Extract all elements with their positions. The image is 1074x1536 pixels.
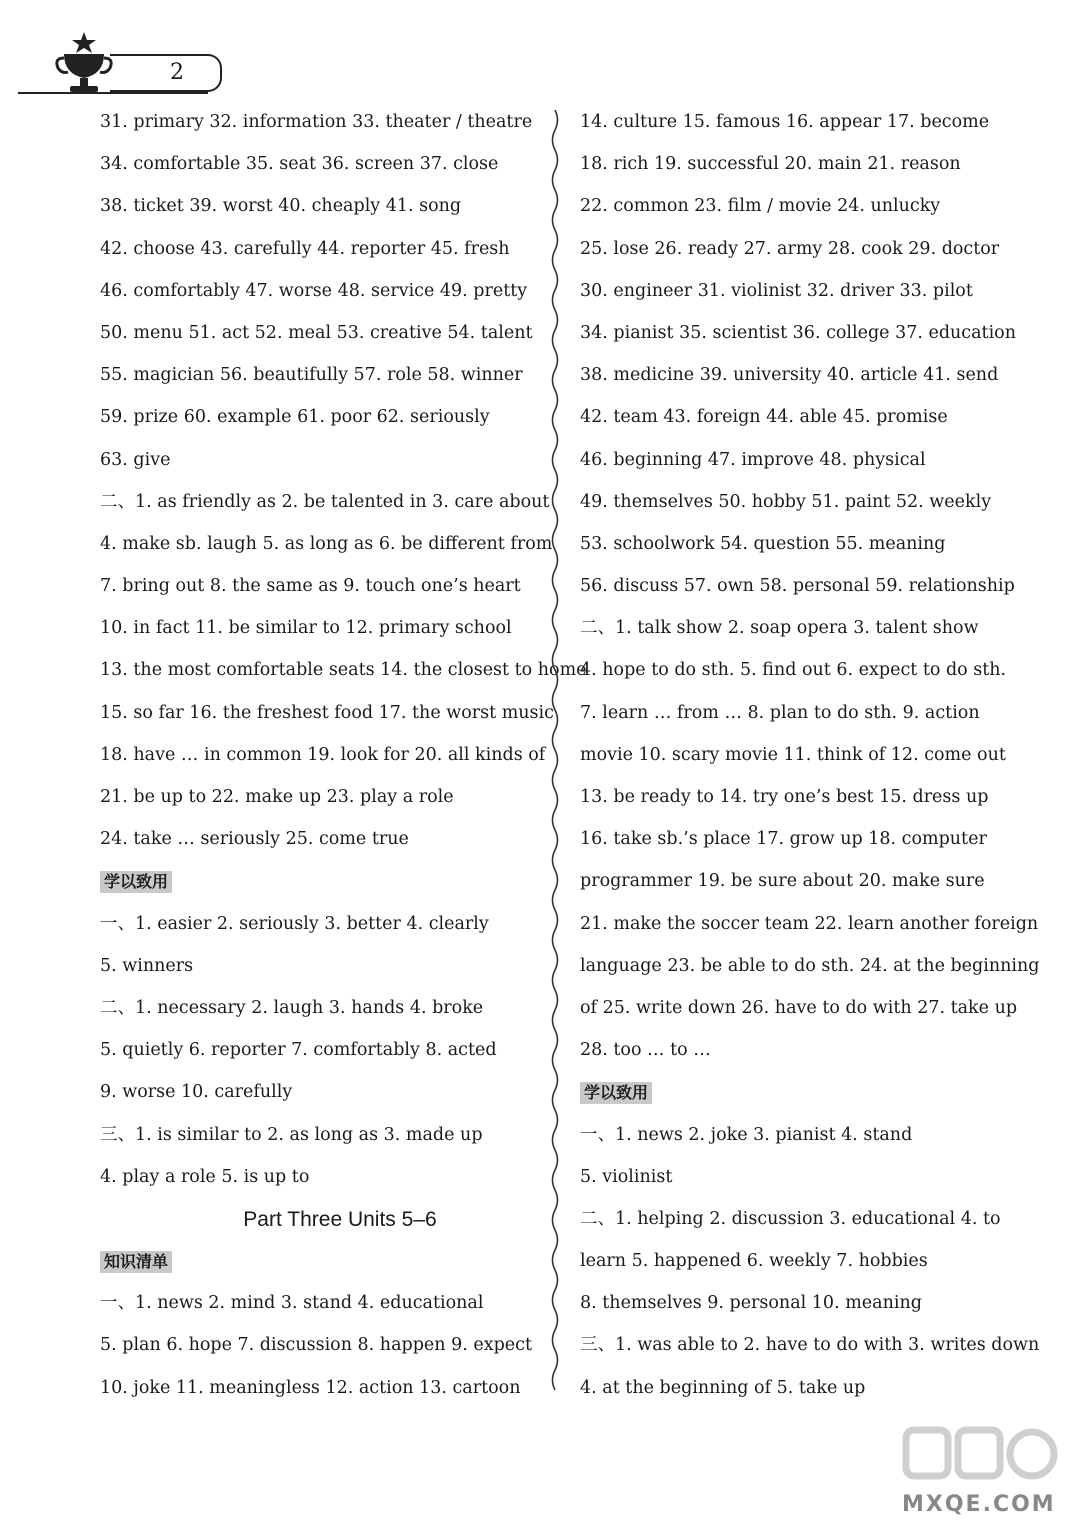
answer-line: 34. comfortable 35. seat 36. screen 37. close bbox=[100, 154, 499, 175]
answer-line: 18. have … in common 19. look for 20. all kinds of bbox=[100, 744, 546, 765]
answer-line: 一、1. news 2. mind 3. stand 4. educational bbox=[100, 1293, 484, 1314]
answer-line: 63. give bbox=[100, 449, 171, 470]
answer-line: 二、1. talk show 2. soap opera 3. talent show bbox=[580, 618, 979, 639]
answer-line: 24. take … seriously 25. come true bbox=[100, 829, 409, 850]
answer-line: language 23. be able to do sth. 24. at the beginning bbox=[580, 955, 1040, 976]
answer-line: 一、1. news 2. joke 3. pianist 4. stand bbox=[580, 1124, 913, 1145]
answer-line: 二、1. helping 2. discussion 3. educational 4. to bbox=[580, 1208, 1001, 1229]
answer-line: programmer 19. be sure about 20. make sure bbox=[580, 871, 985, 892]
answer-line: 55. magician 56. beautifully 57. role 58. winner bbox=[100, 365, 523, 386]
answer-line: 三、1. was able to 2. have to do with 3. writes down bbox=[580, 1335, 1040, 1356]
answer-line: 13. the most comfortable seats 14. the closest to home bbox=[100, 660, 587, 681]
answer-line: 14. culture 15. famous 16. appear 17. become bbox=[580, 112, 990, 132]
page-header bbox=[18, 30, 218, 100]
answer-line: 10. joke 11. meaningless 12. action 13. cartoon bbox=[100, 1377, 521, 1398]
column-divider bbox=[548, 110, 562, 1410]
answer-line: 4. make sb. laugh 5. as long as 6. be different from bbox=[100, 533, 553, 554]
answer-line: 42. team 43. foreign 44. able 45. promise bbox=[580, 407, 948, 428]
section-heading: 知识清单 bbox=[100, 1251, 172, 1273]
answer-line: 46. comfortably 47. worse 48. service 49. pretty bbox=[100, 280, 528, 301]
section-heading: 学以致用 bbox=[100, 871, 172, 893]
answer-line: 5. winners bbox=[100, 955, 194, 976]
answer-line: 21. be up to 22. make up 23. play a role bbox=[100, 787, 454, 807]
answer-line: movie 10. scary movie 11. think of 12. come out bbox=[580, 744, 1006, 765]
answer-line: of 25. write down 26. have to do with 27. take up bbox=[580, 997, 1018, 1018]
answer-line: 56. discuss 57. own 58. personal 59. relationship bbox=[580, 576, 1015, 597]
section-heading-row bbox=[100, 865, 540, 907]
answer-line: 13. be ready to 14. try one’s best 15. dress up bbox=[580, 787, 989, 807]
answer-line: 4. play a role 5. is up to bbox=[100, 1166, 310, 1187]
answer-line: 三、1. is similar to 2. as long as 3. made up bbox=[100, 1124, 483, 1145]
answer-line: 5. violinist bbox=[580, 1166, 673, 1187]
answer-line: 4. at the beginning of 5. take up bbox=[580, 1377, 866, 1398]
answer-line: 10. in fact 11. be similar to 12. primary school bbox=[100, 618, 512, 639]
answer-line: 7. learn … from … 8. plan to do sth. 9. action bbox=[580, 702, 980, 723]
answer-line: 38. medicine 39. university 40. article 41. send bbox=[580, 365, 999, 386]
section-heading: 学以致用 bbox=[580, 1082, 652, 1104]
answer-line: 38. ticket 39. worst 40. cheaply 41. song bbox=[100, 196, 462, 217]
answer-line: 46. beginning 47. improve 48. physical bbox=[580, 449, 926, 470]
answer-line: 18. rich 19. successful 20. main 21. reason bbox=[580, 154, 961, 175]
answer-line: 一、1. easier 2. seriously 3. better 4. clearly bbox=[100, 913, 489, 934]
answer-line: 25. lose 26. ready 27. army 28. cook 29. doctor bbox=[580, 238, 1000, 259]
answer-line: 31. primary 32. information 33. theater / theatre bbox=[100, 112, 533, 132]
trophy-icon bbox=[54, 30, 114, 96]
answer-line: 4. hope to do sth. 5. find out 6. expect to do sth. bbox=[580, 660, 1007, 681]
answer-line: 50. menu 51. act 52. meal 53. creative 54. talent bbox=[100, 322, 533, 343]
answer-line: 15. so far 16. the freshest food 17. the worst music bbox=[100, 702, 554, 723]
header-rule bbox=[18, 92, 208, 94]
right-column bbox=[580, 106, 1040, 1414]
answer-line: 16. take sb.’s place 17. grow up 18. computer bbox=[580, 829, 987, 850]
answer-line: 二、1. necessary 2. laugh 3. hands 4. broke bbox=[100, 997, 484, 1018]
answer-line: 34. pianist 35. scientist 36. college 37. education bbox=[580, 322, 1016, 343]
section-heading-row bbox=[100, 1245, 540, 1287]
left-column bbox=[100, 106, 587, 1414]
answer-line: 5. quietly 6. reporter 7. comfortably 8. acted bbox=[100, 1040, 497, 1061]
answer-line: 42. choose 43. carefully 44. reporter 45. fresh bbox=[100, 238, 510, 259]
watermark-text: MXQE.COM bbox=[902, 1492, 1056, 1517]
answer-line: 22. common 23. film / movie 24. unlucky bbox=[580, 196, 941, 217]
answer-line: 7. bring out 8. the same as 9. touch one’s heart bbox=[100, 576, 521, 597]
answer-line: 8. themselves 9. personal 10. meaning bbox=[580, 1293, 922, 1314]
answer-line: 二、1. as friendly as 2. be talented in 3. care about bbox=[100, 491, 550, 512]
part-title: Part Three Units 5–6 bbox=[243, 1207, 437, 1231]
answer-line: 59. prize 60. example 61. poor 62. seriously bbox=[100, 407, 490, 428]
answer-line: 9. worse 10. carefully bbox=[100, 1082, 293, 1103]
section-heading-row bbox=[580, 1076, 1020, 1118]
answer-line: 21. make the soccer team 22. learn another foreign bbox=[580, 913, 1039, 934]
answer-line: 49. themselves 50. hobby 51. paint 52. weekly bbox=[580, 491, 992, 512]
answer-line: 28. too … to … bbox=[580, 1040, 711, 1061]
answer-line: 53. schoolwork 54. question 55. meaning bbox=[580, 533, 946, 554]
answer-line: 5. plan 6. hope 7. discussion 8. happen 9. expect bbox=[100, 1335, 532, 1356]
page-number: 2 bbox=[170, 60, 184, 85]
answer-line: learn 5. happened 6. weekly 7. hobbies bbox=[580, 1251, 928, 1272]
page-number-box bbox=[110, 54, 222, 92]
answer-line: 30. engineer 31. violinist 32. driver 33. pilot bbox=[580, 280, 973, 301]
